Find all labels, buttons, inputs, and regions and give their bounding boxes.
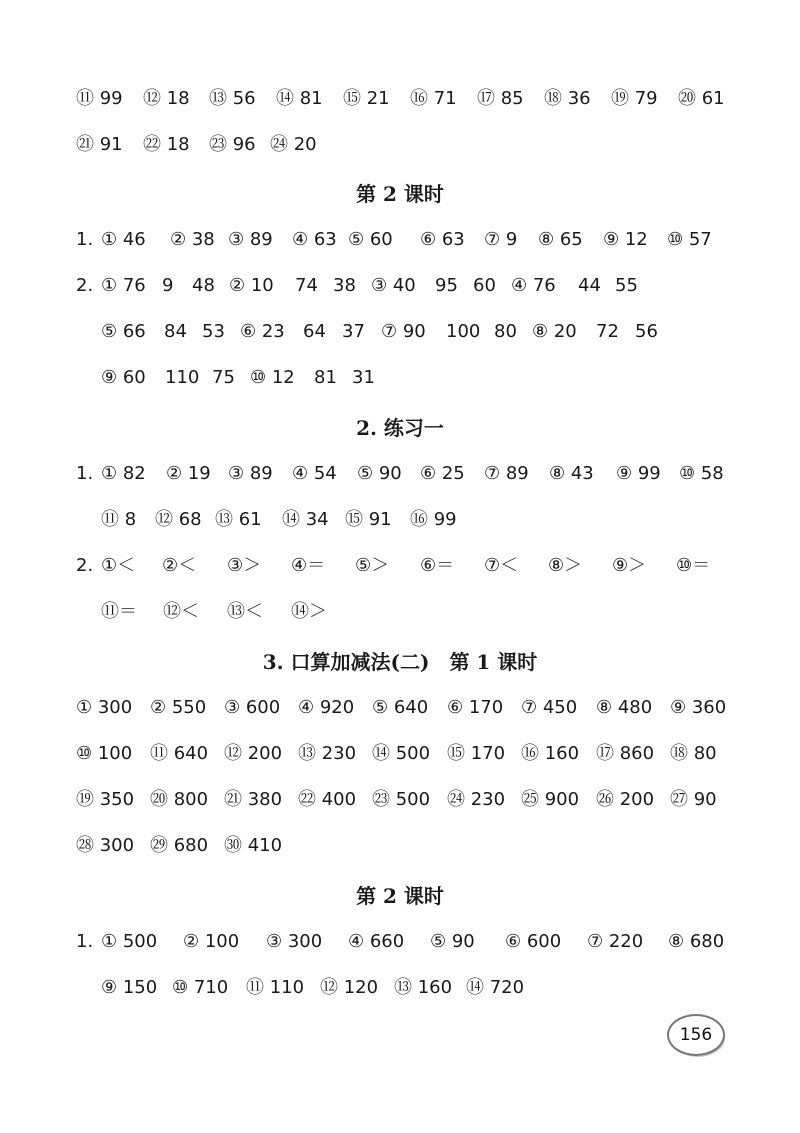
- answer-item: ⑬＜: [227, 601, 263, 622]
- answer-item: ⑤ 66: [101, 321, 146, 342]
- answer-item: ⑦＜: [484, 555, 519, 576]
- answer-item: ⑯ 160: [521, 743, 580, 764]
- answer-item: ⑳ 61: [678, 88, 725, 109]
- answer-item: ⑥ 23: [240, 321, 285, 342]
- answer-item: 44: [578, 275, 601, 296]
- answer-item: ⑥ 170: [447, 697, 504, 718]
- answer-item: 53: [202, 321, 225, 342]
- answer-item: ① 300: [76, 697, 133, 718]
- answer-item: ⑯ 99: [410, 509, 457, 530]
- answer-item: ③＞: [227, 555, 262, 576]
- answer-item: ④ 660: [348, 931, 405, 952]
- answer-item: ⑧ 43: [549, 463, 594, 484]
- answer-item: ⑦ 450: [521, 697, 578, 718]
- answer-item: ⑱ 36: [544, 88, 591, 109]
- answer-item: ⑧ 65: [538, 229, 583, 250]
- answer-item: ⑲ 79: [611, 88, 658, 109]
- answer-item: ㉗ 90: [670, 789, 717, 810]
- answer-item: ⑨ 360: [670, 697, 727, 718]
- answer-item: ⑤ 640: [372, 697, 429, 718]
- answer-item: ㉚ 410: [224, 835, 283, 856]
- answer-item: ㉖ 200: [596, 789, 655, 810]
- answer-item: ⑥ 63: [420, 229, 465, 250]
- answer-item: ⑮ 21: [343, 88, 390, 109]
- question-number: 2.: [76, 555, 94, 576]
- answer-item: ① 76: [101, 275, 146, 296]
- answer-item: ⑫ 18: [143, 88, 190, 109]
- page-number-badge: [667, 1014, 725, 1058]
- answer-item: ⑲ 350: [76, 789, 135, 810]
- question-number: 1.: [76, 931, 94, 952]
- answer-item: ⑥ 25: [420, 463, 465, 484]
- answer-item: ⑤＞: [355, 555, 390, 576]
- answer-item: ⑪ 8: [101, 509, 137, 530]
- answer-item: ② 550: [150, 697, 207, 718]
- answer-item: ①＜: [101, 555, 136, 576]
- answer-item: ㉙ 680: [150, 835, 209, 856]
- answer-item: ⑧ 20: [532, 321, 577, 342]
- answer-item: 64: [303, 321, 326, 342]
- answer-item: ③ 40: [371, 275, 416, 296]
- answer-item: 110: [165, 367, 200, 388]
- answer-item: ⑭ 720: [466, 977, 525, 998]
- answer-item: ③ 300: [266, 931, 323, 952]
- answer-item: ⑨ 150: [101, 977, 158, 998]
- answer-item: 80: [494, 321, 517, 342]
- answer-item: ⑫＜: [163, 601, 199, 622]
- answer-item: ⑨ 12: [603, 229, 648, 250]
- answer-item: ⑦ 90: [381, 321, 426, 342]
- answer-item: ⑨ 99: [616, 463, 661, 484]
- answer-item: 72: [596, 321, 619, 342]
- answer-item: ⑩ 12: [250, 367, 295, 388]
- answer-item: ㉒ 18: [143, 134, 190, 155]
- answer-item: 74: [295, 275, 318, 296]
- answer-item: ⑭ 500: [372, 743, 431, 764]
- answer-item: ⑩ 57: [667, 229, 712, 250]
- answer-item: ⑧ 480: [596, 697, 653, 718]
- answer-item: ⑭＞: [291, 601, 327, 622]
- answer-item: ③ 89: [228, 229, 273, 250]
- answer-item: ⑩ 58: [679, 463, 724, 484]
- answer-item: 60: [473, 275, 496, 296]
- answer-item: ㉒ 400: [298, 789, 357, 810]
- answer-item: ㉑ 380: [224, 789, 283, 810]
- answer-item: ⑳ 800: [150, 789, 209, 810]
- answer-item: 81: [314, 367, 337, 388]
- answer-item: ② 38: [170, 229, 215, 250]
- answer-item: ⑱ 80: [670, 743, 717, 764]
- answer-item: 55: [615, 275, 638, 296]
- answer-item: 84: [164, 321, 187, 342]
- answer-item: ⑫ 120: [320, 977, 379, 998]
- answer-item: ⑫ 68: [155, 509, 202, 530]
- answer-item: ⑤ 90: [357, 463, 402, 484]
- question-number: 1.: [76, 463, 94, 484]
- answer-item: ④ 920: [298, 697, 355, 718]
- section-heading: 2. 练习一: [356, 416, 444, 440]
- section-heading: 第 2 课时: [356, 182, 444, 206]
- answer-item: 48: [192, 275, 215, 296]
- answer-item: ④ 54: [292, 463, 337, 484]
- answer-item: ㉓ 500: [372, 789, 431, 810]
- answer-item: ⑫ 200: [224, 743, 283, 764]
- answer-item: ⑰ 860: [596, 743, 655, 764]
- answer-item: ⑪ 99: [76, 88, 123, 109]
- answer-item: ⑦ 9: [484, 229, 518, 250]
- answer-item: ⑩＝: [676, 555, 711, 576]
- answer-item: ⑪＝: [101, 601, 137, 622]
- answer-item: ④＝: [291, 555, 326, 576]
- answer-item: ⑩ 100: [76, 743, 133, 764]
- answer-item: ⑮ 170: [447, 743, 506, 764]
- answer-item: 100: [446, 321, 481, 342]
- answer-item: ⑭ 34: [282, 509, 329, 530]
- answer-item: ② 10: [229, 275, 274, 296]
- answer-item: ㉔ 230: [447, 789, 506, 810]
- answer-item: ① 82: [101, 463, 146, 484]
- answer-item: ③ 600: [224, 697, 281, 718]
- answer-item: ⑧ 680: [668, 931, 725, 952]
- answer-item: 37: [342, 321, 365, 342]
- answer-item: ⑬ 230: [298, 743, 357, 764]
- answer-item: ⑥＝: [420, 555, 455, 576]
- answer-item: ③ 89: [228, 463, 273, 484]
- answer-item: ⑤ 60: [348, 229, 393, 250]
- answer-item: ②＜: [162, 555, 197, 576]
- answer-item: ② 19: [166, 463, 211, 484]
- answer-item: ⑬ 160: [394, 977, 453, 998]
- question-number: 1.: [76, 229, 94, 250]
- answer-item: ⑦ 89: [484, 463, 529, 484]
- answer-item: ① 500: [101, 931, 158, 952]
- section-heading: 3. 口算加减法(二) 第 1 课时: [262, 650, 538, 674]
- answer-item: ⑪ 640: [150, 743, 209, 764]
- answer-item: ① 46: [101, 229, 146, 250]
- answer-item: ⑯ 71: [410, 88, 457, 109]
- answer-item: ⑬ 56: [209, 88, 256, 109]
- answer-item: ㉑ 91: [76, 134, 123, 155]
- answer-item: 38: [333, 275, 356, 296]
- answer-item: ② 100: [183, 931, 240, 952]
- answer-item: ⑩ 710: [172, 977, 229, 998]
- answer-item: ⑦ 220: [587, 931, 644, 952]
- answer-item: ㉘ 300: [76, 835, 135, 856]
- answer-item: ⑧＞: [548, 555, 583, 576]
- answer-item: ⑨ 60: [101, 367, 146, 388]
- answer-item: ⑨＞: [612, 555, 647, 576]
- answer-item: ④ 76: [511, 275, 556, 296]
- answer-item: ⑤ 90: [430, 931, 475, 952]
- section-heading: 第 2 课时: [356, 884, 444, 908]
- answer-item: 9: [162, 275, 174, 296]
- answer-item: ⑰ 85: [477, 88, 524, 109]
- page-number: 156: [679, 1025, 713, 1045]
- answer-item: ⑮ 91: [345, 509, 392, 530]
- answer-item: ⑥ 600: [505, 931, 562, 952]
- answer-item: 56: [635, 321, 658, 342]
- answer-item: ⑬ 61: [215, 509, 262, 530]
- answer-item: ⑪ 110: [246, 977, 305, 998]
- answer-item: 75: [212, 367, 235, 388]
- answer-item: ⑭ 81: [276, 88, 323, 109]
- answer-item: 31: [352, 367, 375, 388]
- question-number: 2.: [76, 275, 94, 296]
- answer-item: 95: [435, 275, 458, 296]
- answer-item: ㉓ 96: [209, 134, 256, 155]
- answer-item: ㉔ 20: [270, 134, 317, 155]
- answer-item: ㉕ 900: [521, 789, 580, 810]
- answer-item: ④ 63: [292, 229, 337, 250]
